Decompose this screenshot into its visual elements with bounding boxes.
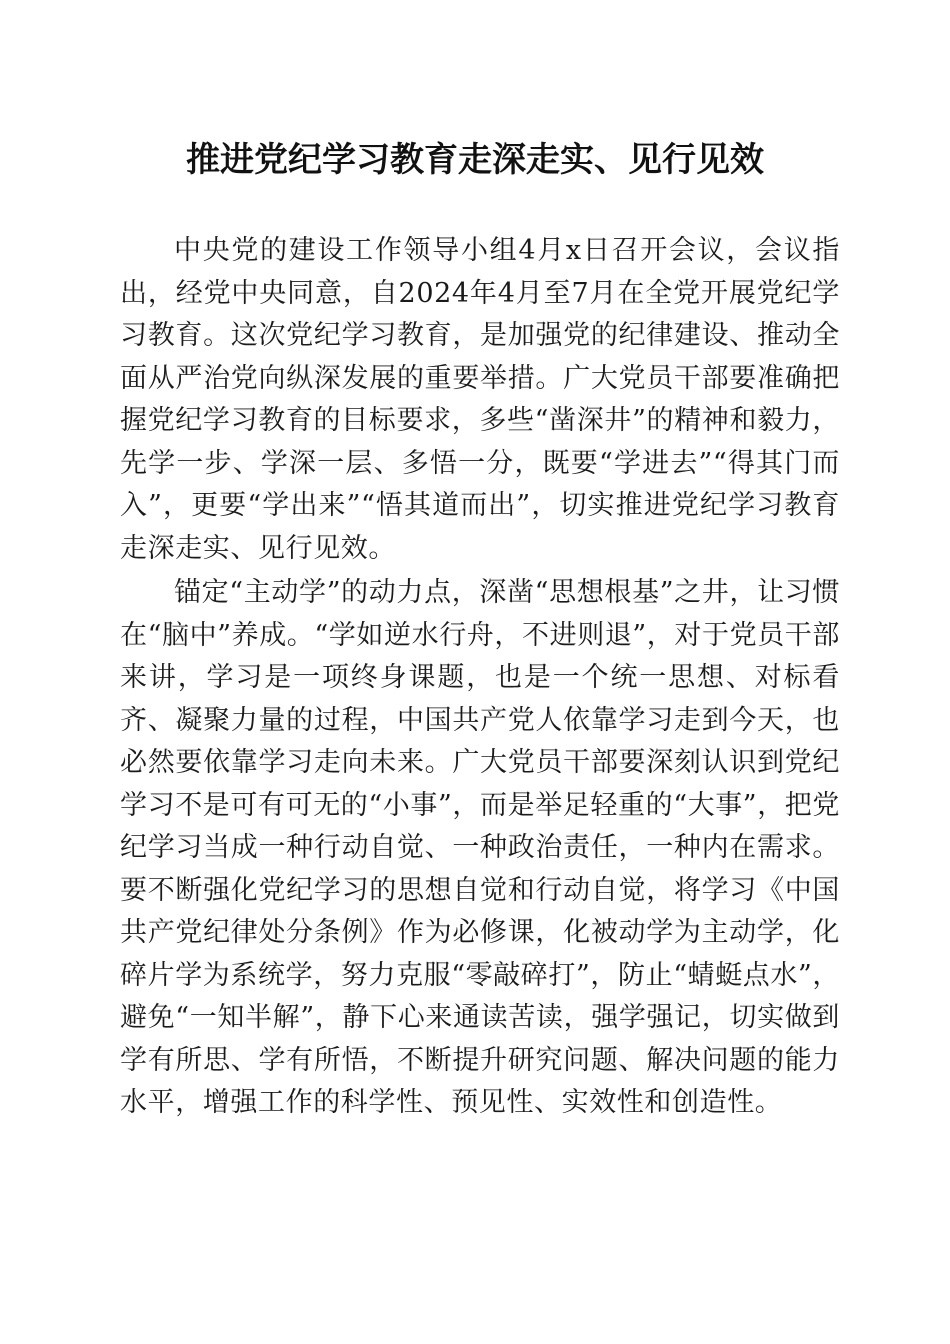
document-title: 推进党纪学习教育走深走实、见行见效 (186, 140, 764, 180)
paragraph-2: 锚定“主动学”的动力点，深凿“思想根基”之井，让习惯在“脑中”养成。“学如逆水行舟，不进则退”，对于党员干部来讲，学习是一项终身课题，也是一个统一思想、对标看齐、凝聚力量的过程，中国共产党人依靠学习走到今天，也必然要依靠学习走向未来。广大党员干部要深刻认识到党纪学习不是可有可无的“小事”，而是举足轻重的“大事”，把党纪学习当成一种行动自觉、一种政治责任，一种内在需求。要不断强化党纪学习的思想自觉和行动自觉，将学习《中国共产党纪律处分条例》作为必修课，化被动学为主动学，化碎片学为系统学，努力克服“零敲碎打”，防止“蜻蜓点水”，避免“一知半解”，静下心来通读苦读，强学强记，切实做到学有所思、学有所悟，不断提升研究问题、解决问题的能力水平，增强工作的科学性、预见性、实效性和创造性。 (120, 577, 841, 1118)
document-body (120, 230, 840, 1127)
paragraph-1: 中央党的建设工作领导小组4月x日召开会议，会议指出，经党中央同意，自2024年4月至7月在全党开展党纪学习教育。这次党纪学习教育，是加强党的纪律建设、推动全面从严治党向纵深发展的重要举措。广大党员干部要准确把握党纪学习教育的目标要求，多些“凿深井”的精神和毅力，先学一步、学深一层、多悟一分，既要“学进去”“得其门而入”，更要“学出来”“悟其道而出”，切实推进党纪学习教育走深走实、见行见效。 (120, 235, 840, 564)
